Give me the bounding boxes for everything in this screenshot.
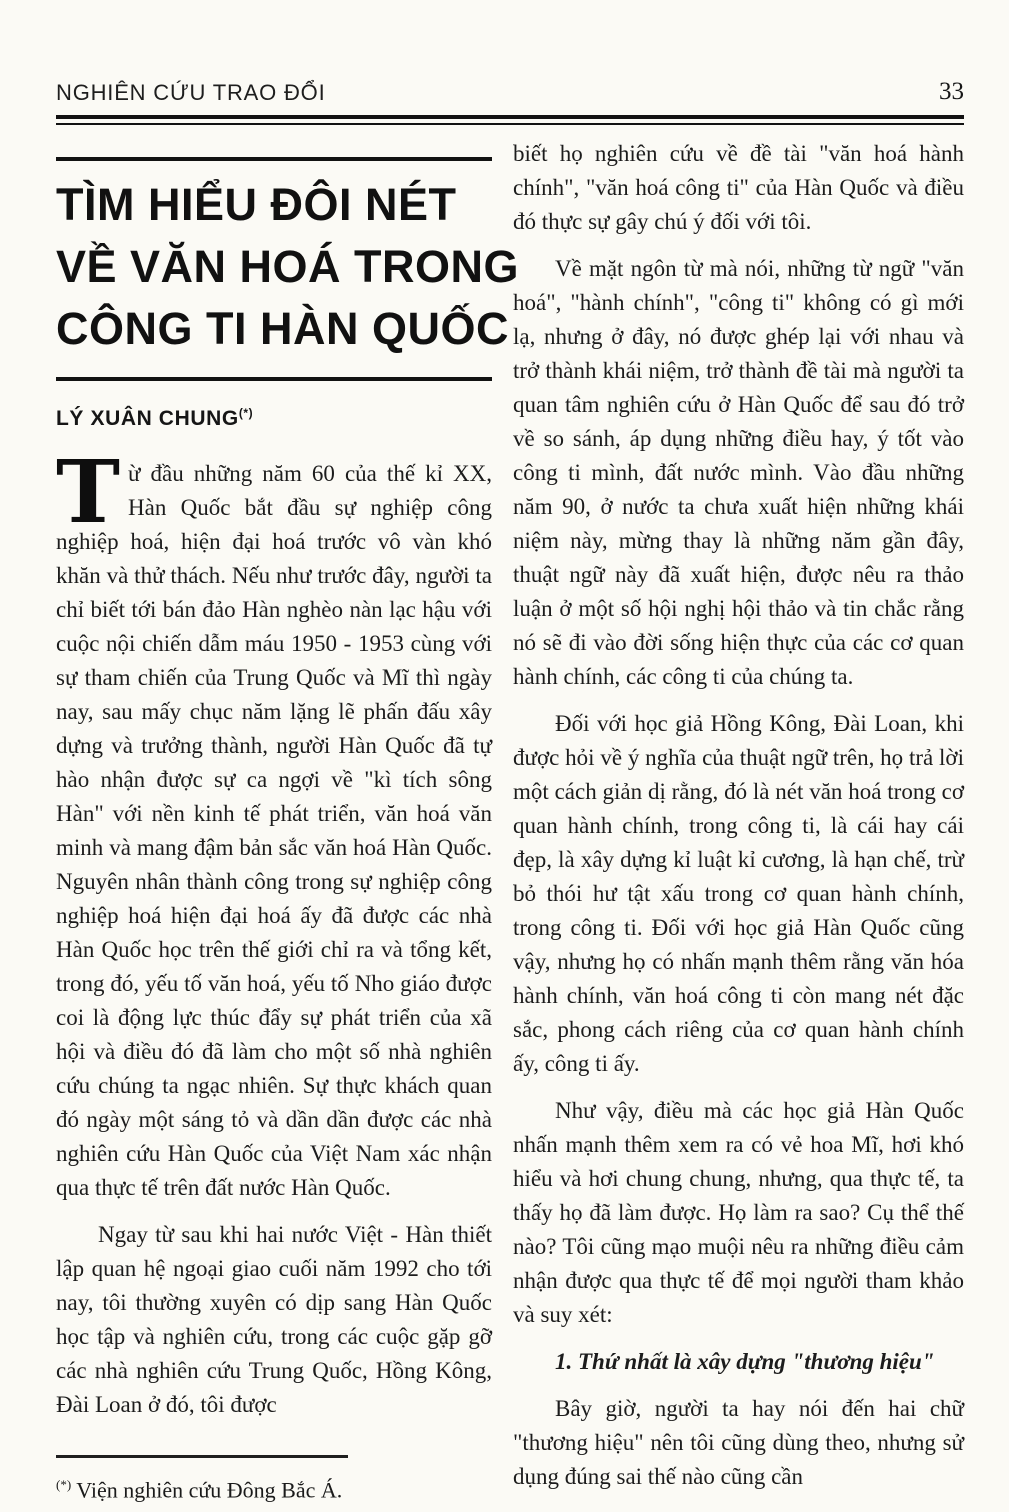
footnote-mark: (*) bbox=[56, 1476, 72, 1492]
author-byline bbox=[56, 406, 492, 431]
running-head-section: NGHIÊN CỨU TRAO ĐỔI bbox=[56, 80, 326, 105]
footnote bbox=[56, 1455, 492, 1512]
title-line-3: CÔNG TI HÀN QUỐC bbox=[56, 303, 509, 354]
title-line-2: VỀ VĂN HOÁ TRONG bbox=[56, 241, 520, 292]
article-columns bbox=[56, 137, 964, 1512]
page-number: 33 bbox=[939, 78, 964, 105]
running-head bbox=[56, 78, 964, 106]
section-heading-1: 1. Thứ nhất là xây dựng "thương hiệu" bbox=[555, 1349, 935, 1374]
right-column bbox=[513, 137, 964, 1512]
footnote-rule bbox=[56, 1455, 348, 1458]
paragraph-left-1-text: ừ đầu những năm 60 của thế kỉ XX, Hàn Quốc bắt đầu sự nghiệp công nghiệp hoá, hiện đại hoá trước vô vàn khó khăn và thử thách. Nếu như trước đây, người ta chỉ biết tới bán đảo Hàn nghèo nàn lạc hậu với cuộc nội chiến dẫm máu 1950 - 1953 cùng với sự tham chiến của Trung Quốc và Mĩ thì ngày nay, sau mấy chục năm lặng lẽ phấn đấu xây dựng và trưởng thành, người Hàn Quốc đã tự hào nhận được sự ca ngợi về "kì tích sông Hàn" với nền kinh tế phát triển, văn hoá văn minh và mang đậm bản sắc văn hoá Hàn Quốc. Nguyên nhân thành công trong sự nghiệp công nghiệp hoá hiện đại hoá ấy đã được các nhà Hàn Quốc học trên thế giới chỉ ra và tổng kết, trong đó, yếu tố văn hoá, yếu tố Nho giáo được coi là động lực thúc đẩy sự phát triển của xã hội và điều đó đã làm cho một số nhà nghiên cứu chúng ta ngạc nhiên. Sự thực khách quan đó ngày một sáng tỏ và dần dần được các nhà nghiên cứu Hàn Quốc của Việt Nam xác nhận qua thực tế trên đất nước Hàn Quốc. bbox=[56, 461, 492, 1200]
paragraph-left-2: Ngay từ sau khi hai nước Việt - Hàn thiết lập quan hệ ngoại giao cuối năm 1992 cho tới nay, tôi thường xuyên có dịp sang Hàn Quốc học tập và nghiên cứu, trong các cuộc gặp gỡ các nhà nghiên cứu Trung Quốc, Hồng Kông, Đài Loan ở đó, tôi được bbox=[56, 1222, 492, 1417]
article-title bbox=[56, 174, 520, 360]
paragraph-left-1 bbox=[56, 442, 492, 1205]
paragraph-right-4: Như vậy, điều mà các học giả Hàn Quốc nhấn mạnh thêm xem ra có vẻ hoa Mĩ, hơi khó hiểu và hơi chung chung, nhưng, qua thực tế, ta thấy họ đã làm được. Họ làm ra sao? Cụ thể thế nào? Tôi cũng mạo muội nêu ra những điều cảm nhận được qua thực tế để mọi người tham khảo và suy xét: bbox=[513, 1098, 964, 1327]
footnote-body: Viện nghiên cứu Đông Bắc Á. bbox=[76, 1477, 343, 1502]
left-column bbox=[56, 137, 520, 1512]
paragraph-right-2: Về mặt ngôn từ mà nói, những từ ngữ "văn hoá", "hành chính", "công ti" không có gì mới lạ, nhưng ở đây, nó được ghép lại với nhau và trở thành khái niệm, trở thành đề tài mà người ta quan tâm nghiên cứu ở Hàn Quốc để sau đó trở về so sánh, áp dụng những điều hay, ý tốt vào công ti mình, đất nước mình. Vào đầu những năm 90, ở nước ta chưa xuất hiện những khái niệm này, mừng thay là những năm gần đây, thuật ngữ này đã xuất hiện, được nêu ra thảo luận ở một số hội nghị hội thảo và tin chắc rằng nó sẽ đi vào đời sống hiện thực của các cơ quan hành chính, các công ti của chúng ta. bbox=[513, 256, 964, 689]
paragraph-right-5: Bây giờ, người ta hay nói đến hai chữ "thương hiệu" nên tôi cũng dùng theo, nhưng sử dụng đúng sai thế nào cũng cần bbox=[513, 1396, 964, 1489]
paragraph-right-1: biết họ nghiên cứu về đề tài "văn hoá hành chính", "văn hoá công ti" của Hàn Quốc và điều đó thực sự gây chú ý đối với tôi. bbox=[513, 141, 964, 234]
footnote-text bbox=[56, 1470, 492, 1505]
article-title-block bbox=[56, 157, 520, 381]
title-line-1: TÌM HIỂU ĐÔI NÉT bbox=[56, 179, 457, 230]
paragraph-right-3: Đối với học giả Hồng Kông, Đài Loan, khi được hỏi về ý nghĩa của thuật ngữ trên, họ trả lời một cách giản dị rằng, đó là nét văn hoá trong cơ quan hành chính, trong công ti, là cái hay cái đẹp, là xây dựng kỉ luật kỉ cương, là hạn chế, trừ bỏ thói hư tật xấu trong cơ quan hành chính, trong công ti. Đối với học giả Hàn Quốc cũng vậy, nhưng họ có nhấn mạnh thêm rằng văn hóa hành chính, văn hoá công ti còn mang nét đặc sắc, phong cách riêng của cơ quan hành chính ấy, công ti ấy. bbox=[513, 711, 964, 1076]
drop-cap: T bbox=[56, 442, 120, 543]
header-rule bbox=[56, 115, 964, 125]
author-footnote-mark: (*) bbox=[238, 406, 254, 420]
author-name: LÝ XUÂN CHUNG bbox=[56, 407, 239, 430]
